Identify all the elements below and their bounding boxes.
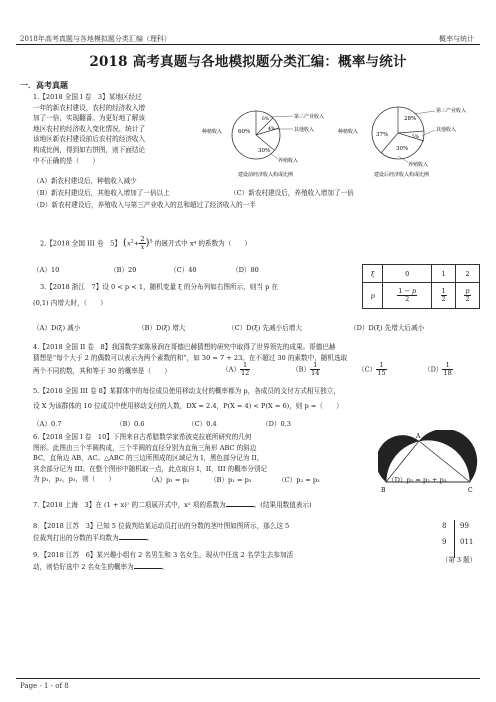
q2-prefix: 2.【2018 全国 III 卷 5】	[40, 239, 121, 248]
q8-line-2: 位裁判打出的分数的平均数为 。	[33, 534, 154, 542]
q6-option-c: （C）p₂ = p₃	[278, 476, 320, 484]
stem-leaf-plot	[436, 520, 484, 572]
q4-stem	[33, 342, 473, 363]
q2-option-c: （C）40	[170, 266, 197, 274]
table-cell: 0	[383, 265, 432, 283]
q7-tail: 。(结果用数值表示)	[253, 501, 312, 509]
pie2-caption: 建设后经济收入构成比例	[374, 172, 430, 178]
q1-line: 构成比例，得到如右饼图，则下面结论	[33, 145, 146, 154]
table-cell: ξ	[363, 265, 383, 283]
pie2-label-tertiary: 第三产业收入	[436, 108, 467, 114]
table-cell: 2	[456, 265, 480, 283]
vertex-c-label: C	[468, 487, 473, 494]
q1-line: 地区农村的经济收入变化情况，统计了	[33, 124, 146, 133]
section-heading: 一．高考真题	[20, 80, 68, 90]
q5-option-d: （D）0.3	[262, 420, 291, 428]
pie2-label-breeding: 养殖收入	[408, 162, 429, 168]
pie1-label-tertiary: 第三产业收入	[294, 114, 325, 120]
pie1-pct-breeding: 30%	[258, 148, 271, 154]
header-right: 概率与统计	[439, 35, 474, 43]
q3-option-c: （C）D(ξ) 先减小后增大	[228, 324, 302, 332]
q6-stem	[33, 432, 373, 485]
q6-line: 其余部分记为 III。在整个图形中随机取一点，此点取自 I，II，III 的概率分别记	[33, 464, 268, 473]
pie2-label-planting: 种植收入	[338, 129, 359, 135]
q1-line: 加了一倍，实现翻番。为更好地了解该	[33, 114, 146, 123]
q8-line-1: 8．【2018 江苏 3】已知 5 位裁判给某运动员打出的分数的茎叶图如图所示，那么这 5	[33, 522, 290, 530]
leaf-values: 011	[460, 538, 474, 546]
pie1-pct-planting: 60%	[238, 129, 251, 135]
q1-line: 1.【2018 全国 I 卷 3】某地区经过	[33, 93, 142, 101]
q9-line-2: 动，则恰好选中 2 名女生的概率为 。	[33, 563, 169, 571]
stem-leaf-caption: （第 3 题）	[441, 556, 477, 564]
q9-line-1: 9．【2018 江苏 6】某兴趣小组有 2 名男生和 3 名女生，现从中任选 2 名学生去参加活	[33, 551, 294, 559]
q7-answer-blank[interactable]	[226, 506, 254, 507]
q3-line-2: (0,1) 内增大时，（ ）	[33, 299, 107, 307]
q2-option-a: （A）10	[33, 266, 60, 274]
q9-answer-blank[interactable]	[134, 568, 162, 569]
stem-value: 8	[442, 522, 447, 530]
page-number: Page - 1 - of 8	[20, 682, 69, 690]
pie1-pct-other: 4%	[268, 127, 276, 132]
q1-line: 一年的新农村建设，农村的经济收入增	[33, 103, 146, 112]
stem-value: 9	[442, 538, 447, 546]
q4-option-a: （A） $\frac{1}{12}$	[222, 361, 250, 377]
pie2-pct-other: 5%	[412, 135, 420, 140]
q4-line: 猜想是“每个大于 2 的偶数可以表示为两个素数的和”，如 30 = 7 + 23。在不超过 30 的素数中，随机选取	[33, 353, 348, 362]
vertex-a-label: A	[416, 433, 421, 440]
pie2-pct-tertiary: 28%	[404, 116, 417, 122]
q2-stem: 2.【2018 全国 III 卷 5】 ($x^2+$ $\frac{2}{x}$ )$^5$ 的展开式中 x⁴ 的系数为（ ）	[40, 235, 252, 251]
q5-option-b: （B）0.6	[116, 420, 145, 428]
q1-option-c: （C）新农村建设后，养殖收入增加了一倍	[230, 189, 354, 197]
hippocrates-lunes-figure	[378, 430, 478, 500]
q4-line: 4.【2018 全国 II 卷 8】我国数学家陈景润在哥德巴赫猜想的研究中取得了世界领先的成果。哥德巴赫	[33, 343, 336, 351]
table-cell: $\frac{p}{2}$	[456, 283, 480, 309]
q5-line: 5.【2018 全国 III 卷 8】某群体中的每位成员使用移动支付的概率都为 p，各成员的支付方式相互独立，	[33, 387, 340, 395]
q2-option-d: （D）80	[232, 266, 259, 274]
q7-text: 7.【2018 上海 3】在 (1 + x)⁷ 的二项展开式中，x² 项的系数为	[33, 501, 226, 509]
q6-option-a: （A）p₁ = p₂	[148, 476, 190, 484]
table-cell: $\frac{1}{2}$	[432, 283, 456, 309]
q8-answer-blank[interactable]	[119, 539, 147, 540]
q1-option-d: （D）新农村建设后，养殖收入与第三产业收入的总和超过了经济收入的一半	[33, 201, 256, 209]
q6-option-b: （B）p₁ = p₃	[210, 476, 252, 484]
page-title: 2018 高考真题与各地模拟题分类汇编：概率与统计	[89, 54, 407, 70]
q4-option-b: （B） $\frac{1}{14}$	[292, 361, 320, 377]
q1-line: 该地区新农村建设前后农村的经济收入	[33, 135, 146, 144]
q1-option-b: （B）新农村建设后，其他收入增加了一倍以上	[33, 189, 170, 197]
q2-option-b: （B）20	[110, 266, 137, 274]
q7-stem	[33, 500, 312, 511]
pie1-pct-tertiary: 6%	[262, 117, 270, 122]
q3-option-b: （B）D(ξ) 增大	[138, 324, 186, 332]
q6-line: 6.【2018 全国 I 卷 10】下图来自古希腊数学家希波克拉底所研究的几何	[33, 433, 252, 441]
pie2-label-other: 其他收入	[436, 127, 457, 133]
pie1-caption: 建设前经济收入构成比例	[238, 172, 294, 178]
q6-option-d: （D）p₁ = p₂ + p₃	[388, 476, 447, 484]
q6-line: BC，直角边 AB，AC。△ABC 的三边所围成的区域记为 I，黑色部分记为 II，	[33, 454, 264, 463]
pie1-label-planting: 种植收入	[202, 129, 223, 135]
pie-chart-before	[198, 100, 334, 180]
header-left: 2018年高考真题与各地模拟题分类汇编（理科）	[20, 35, 171, 43]
q1-line: 中不正确的是（ ）	[33, 156, 99, 165]
q4-option-c: （C） $\frac{1}{15}$	[358, 361, 386, 377]
q6-line: 为 p₁，p₂，p₃，则（ ）	[33, 475, 116, 484]
pie1-label-breeding: 养殖收入	[278, 158, 299, 164]
q1-option-a: （A）新农村建设后，种植收入减少	[33, 177, 137, 185]
leaf-values: 99	[460, 522, 469, 530]
q3-option-a: （A）D(ξ) 减小	[33, 324, 81, 332]
q5-option-a: （A）0.7	[33, 420, 62, 428]
q5-stem	[33, 386, 473, 411]
table-cell: $\frac{1 - p}{2}$	[383, 283, 432, 309]
q4-option-d: （D） $\frac{1}{18}$	[424, 361, 452, 377]
q2-suffix: 的展开式中 x⁴ 的系数为（ ）	[154, 239, 252, 248]
footer-rule	[16, 678, 480, 679]
pie2-pct-breeding: 30%	[396, 146, 409, 152]
pie-chart-after	[336, 100, 476, 180]
vertex-b-label: B	[381, 487, 386, 494]
pie1-label-other: 其他收入	[294, 127, 315, 133]
q4-line: 两个不同的数，其和等于 30 的概率是（ ）	[33, 367, 171, 375]
q3-line-1: 3.【2018 浙江 7】设 0 < p < 1，随机变量 ξ 的分布列如右图所示，则当 p 在	[40, 283, 278, 291]
q3-option-d: （D）D(ξ) 先增大后减小	[350, 324, 425, 332]
q5-option-c: （C）0.4	[188, 420, 217, 428]
table-cell: 1	[432, 265, 456, 283]
q6-line: 图形。此图由三个半圆构成，三个半圆的直径分别为直角三角形 ABC 的斜边	[33, 443, 257, 452]
pie2-pct-planting: 37%	[376, 132, 389, 138]
q5-line: 设 X 为该群体的 10 位成员中使用移动支付的人数，DX = 2.4，P(X = 4) < P(X = 6)，则 p =（ ）	[33, 401, 343, 410]
q3-distribution-table	[362, 264, 480, 309]
header-rule	[16, 44, 480, 45]
question-1-stem	[33, 92, 203, 166]
table-cell: p	[363, 283, 383, 309]
